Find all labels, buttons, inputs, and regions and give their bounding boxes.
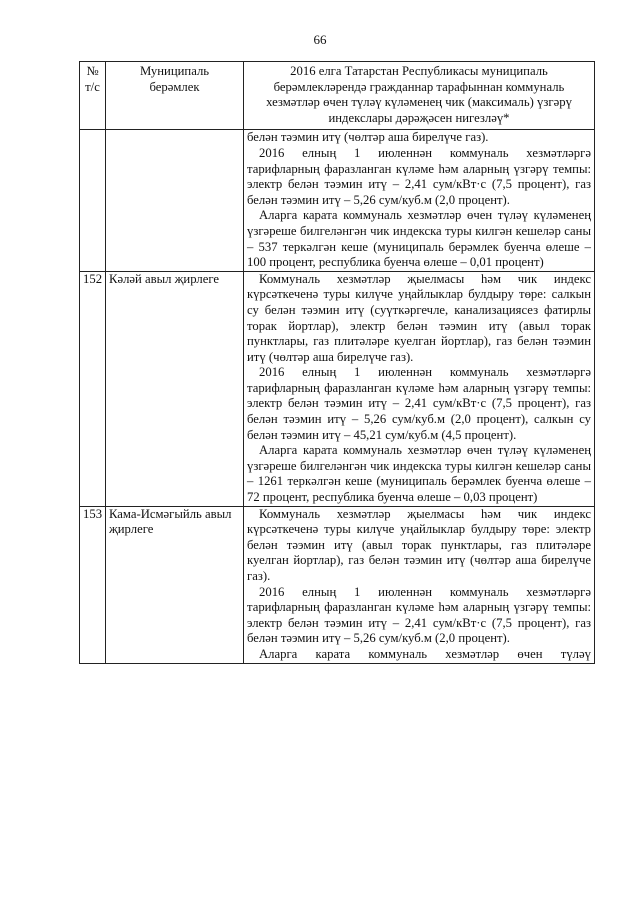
description-paragraph: Коммуналь хезмәтләр җыелмасы һәм чик индекс күрсәткеченә туры килүче уңайлыклар булдыру төре: салкын су белән тәэмин итү (суүткәргечле, канализациясез фатирлы торак йортлар), электр белән тәэмин итү (авыл торак пунктлары, газ плитәләре куелган йортлар), газ белән тәэмин итү (чөлтәр аша бирелүче газ). xyxy=(247,271,591,364)
row-description xyxy=(244,506,595,663)
header-municipality: Муниципаль берәмлек xyxy=(106,62,244,130)
row-municipality xyxy=(106,130,244,271)
description-paragraph: Аларга карата коммуналь хезмәтләр өчен түләү күләменең үзгәреше билгеләнгән чик индекска туры килгән кешеләр саны – 1261 теркәлгән кеше (муниципаль берәмлек буенча өлеше – 72 процент, республика буенча өлеше – 0,03 процент) xyxy=(247,443,591,505)
page-number: 66 xyxy=(313,32,327,47)
description-paragraph: Аларга карата коммуналь хезмәтләр өчен түләү xyxy=(259,646,591,661)
document-table xyxy=(79,61,595,664)
row-municipality: Кама-Исмәгыйль авыл җирлеге xyxy=(106,506,244,663)
row-number xyxy=(80,130,106,271)
row-municipality: Кәләй авыл җирлеге xyxy=(106,271,244,506)
header-description: 2016 елга Татарстан Республикасы муниципаль берәмлекләрендә гражданнар тарафыннан коммуналь хезмәтләр өчен түләү күләменең чик (максималь) үзгәрү индекслары дәрәҗәсен нигезләү* xyxy=(244,62,595,130)
table-row xyxy=(80,506,595,663)
row-description xyxy=(244,130,595,271)
table-header-row xyxy=(80,62,595,130)
description-paragraph: белән тәэмин итү (чөлтәр аша бирелүче газ). xyxy=(247,130,489,145)
description-paragraph: 2016 елның 1 июленнән коммуналь хезмәтләргә тарифларның фаразланган күләме һәм аларның үзгәрү темпы: электр белән тәэмин итү – 2,41 сум/кВт·с (7,5 процент), газ белән тәэмин итү – 5,26 сум/куб.м (2,0 процент), салкын су белән тәэмин итү – 45,21 сум/куб.м (4,5 процент). xyxy=(247,365,591,442)
table-row xyxy=(80,130,595,271)
header-number: № т/с xyxy=(80,62,106,130)
row-description xyxy=(244,271,595,506)
row-number: 153 xyxy=(80,506,106,663)
row-number: 152 xyxy=(80,271,106,506)
description-paragraph: Аларга карата коммуналь хезмәтләр өчен түләү күләменең үзгәреше билгеләнгән чик индекска туры килгән кешеләр саны – 537 теркәлгән кеше (муниципаль берәмлек буенча өлеше – 100 процент, республика буенча өлеше – 0,01 процент) xyxy=(247,208,591,270)
table-row xyxy=(80,271,595,506)
table-body xyxy=(80,130,595,663)
description-paragraph: Коммуналь хезмәтләр җыелмасы һәм чик индекс күрсәткеченә туры килүче уңайлыклар булдыру төре: электр белән тәэмин итү (авыл торак пунктлары, газ плитәләре куелган йортлар), газ белән тәэмин итү (чөлтәр аша бирелүче газ). xyxy=(247,506,591,583)
description-paragraph: 2016 елның 1 июленнән коммуналь хезмәтләргә тарифларның фаразланган күләме һәм аларның үзгәрү темпы: электр белән тәэмин итү – 2,41 сум/кВт·с (7,5 процент), газ белән тәэмин итү – 5,26 сум/куб.м (2,0 процент). xyxy=(247,584,591,646)
description-paragraph: 2016 елның 1 июленнән коммуналь хезмәтләргә тарифларның фаразланган күләме һәм аларның үзгәрү темпы: электр белән тәэмин итү – 2,41 сум/кВт·с (7,5 процент), газ белән тәэмин итү – 5,26 сум/куб.м (2,0 процент). xyxy=(247,145,591,207)
